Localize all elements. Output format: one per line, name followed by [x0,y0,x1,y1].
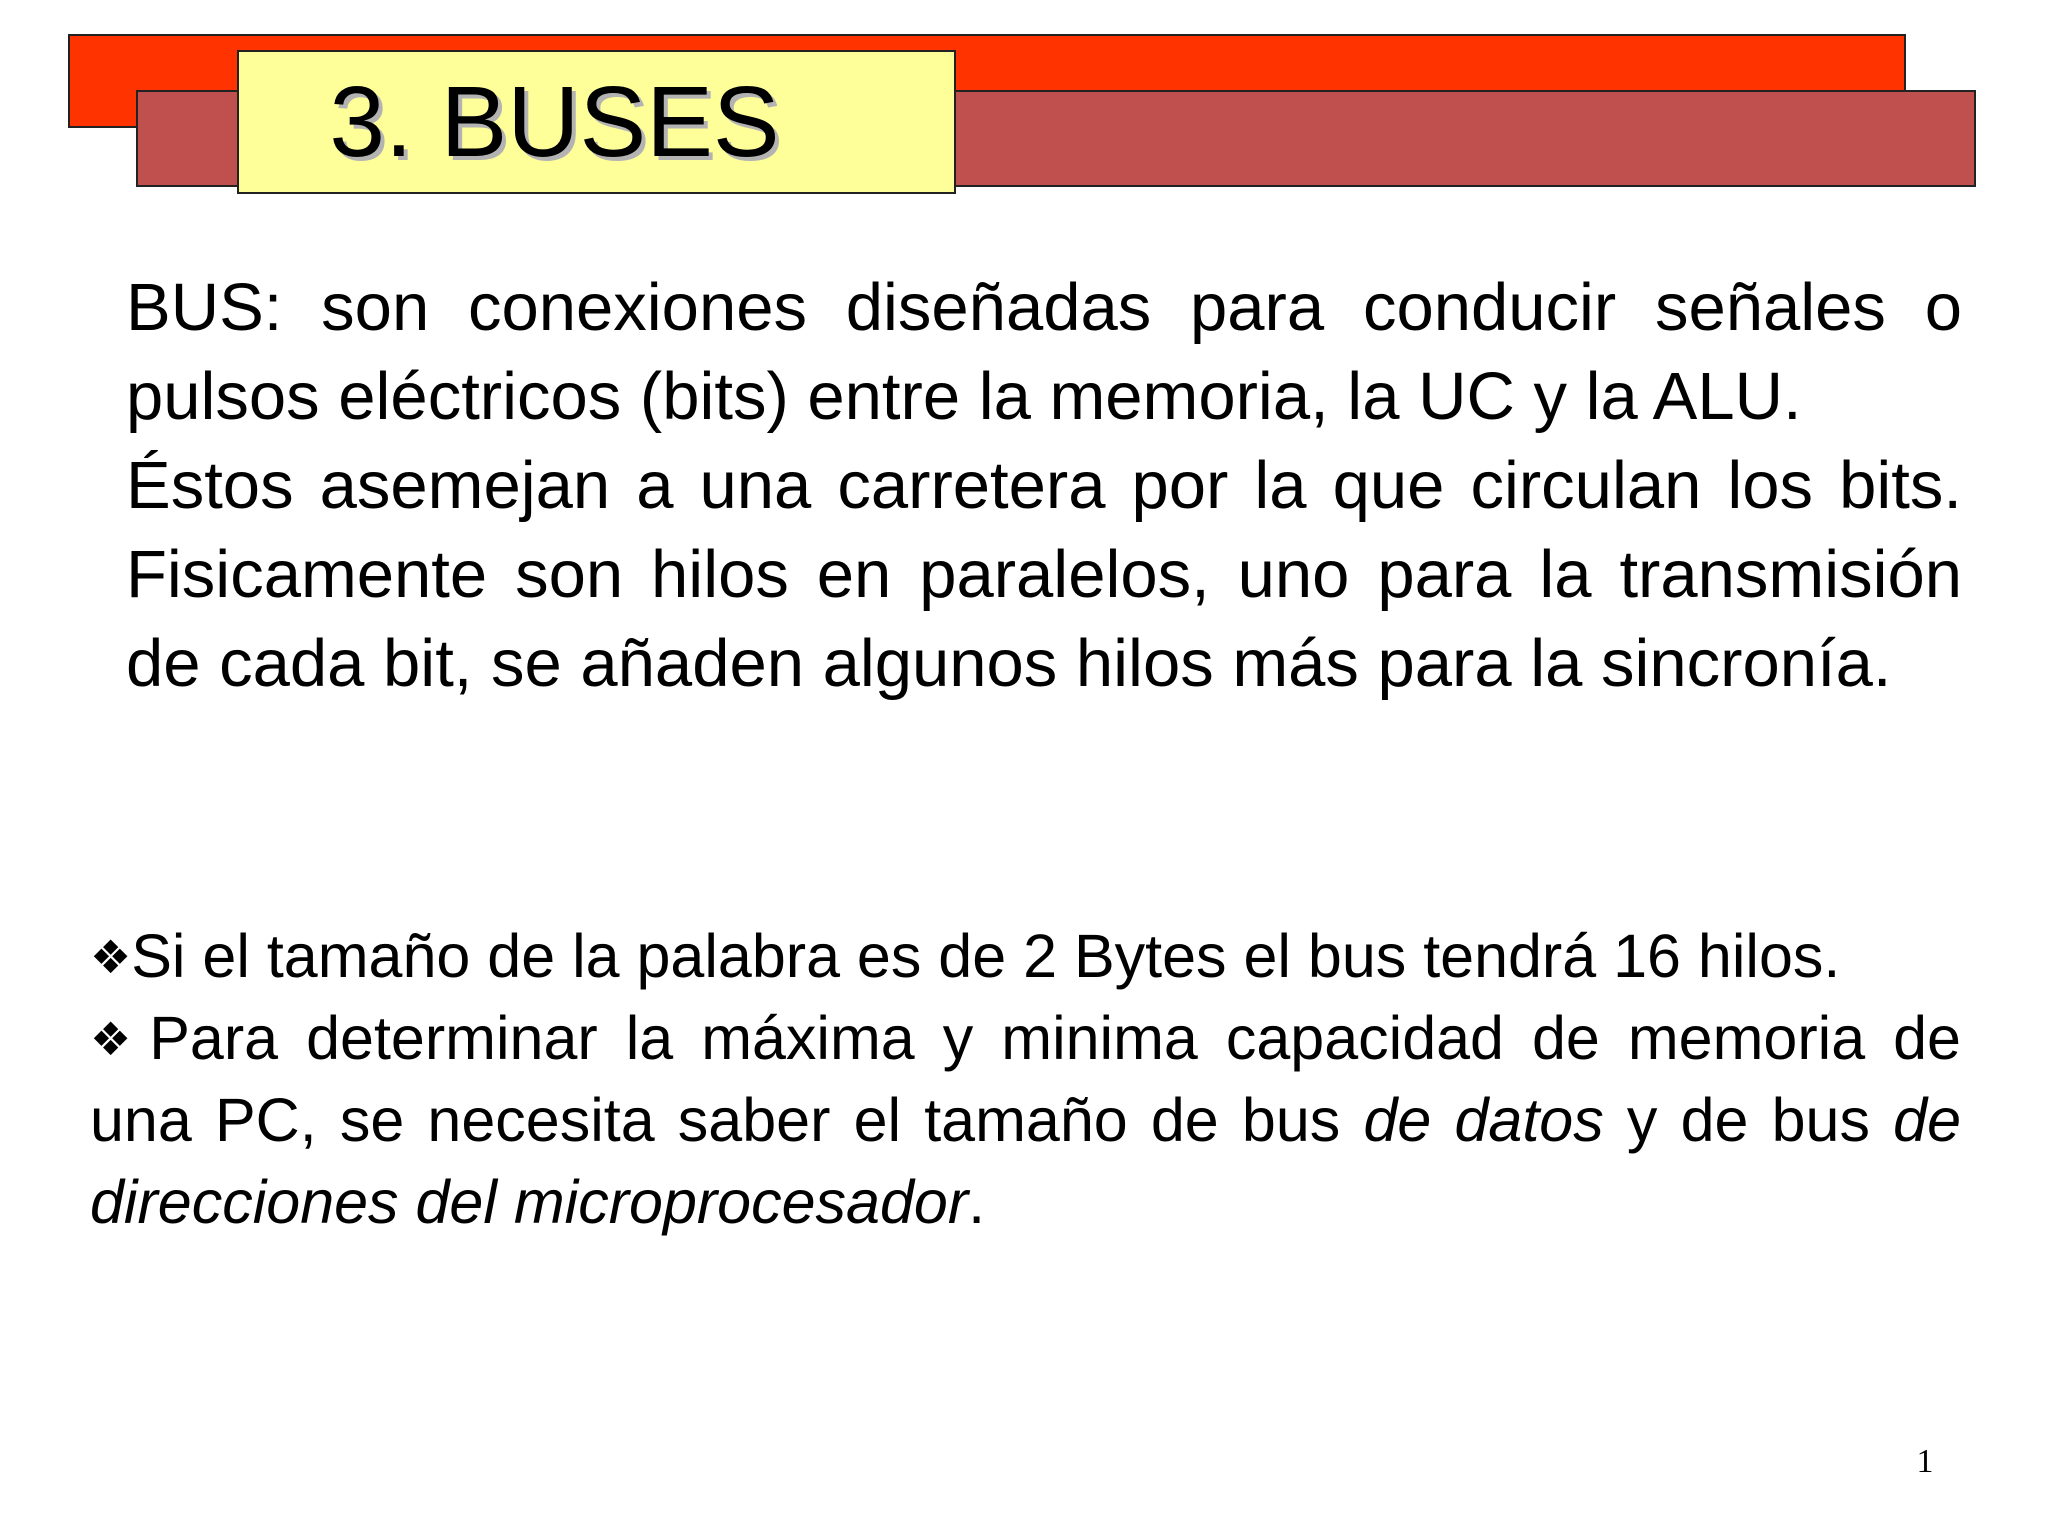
bullet-item-text: Para determinar la máxima y minima capacidad de memoria de una PC, se necesita saber el tamaño de bus [90,1004,1961,1154]
title-box [237,50,956,194]
italic-term-data-bus: de datos [1363,1086,1604,1154]
bullet-item-text: y de bus [1603,1086,1894,1154]
italic-term-address-bus: de direcciones del microprocesador [90,1086,1961,1236]
diamond-bullet-icon: ❖ [90,1012,132,1066]
bullet-item-memory-capacity [90,997,1961,1243]
body-paragraph-definition: BUS: son conexiones diseñadas para conducir señales o pulsos eléctricos (bits) entre la memoria, la UC y la ALU. [126,270,1962,434]
bullet-item-word-size [90,915,1961,997]
page-number: 1 [1916,1443,1934,1480]
slide-title: 3. BUSES [329,65,780,178]
body-text [126,263,1962,708]
diamond-bullet-icon: ❖ [90,930,132,984]
bullet-item-text: . [968,1168,986,1236]
body-paragraph-description: Éstos asemejan a una carretera por la que circulan los bits. Fisicamente son hilos en paralelos, uno para la transmisión de cada bit, se añaden algunos hilos más para la sincronía. [126,448,1962,701]
bullet-list [90,915,1961,1243]
bullet-item-text: Si el tamaño de la palabra es de 2 Bytes el bus tendrá 16 hilos. [131,922,1841,990]
